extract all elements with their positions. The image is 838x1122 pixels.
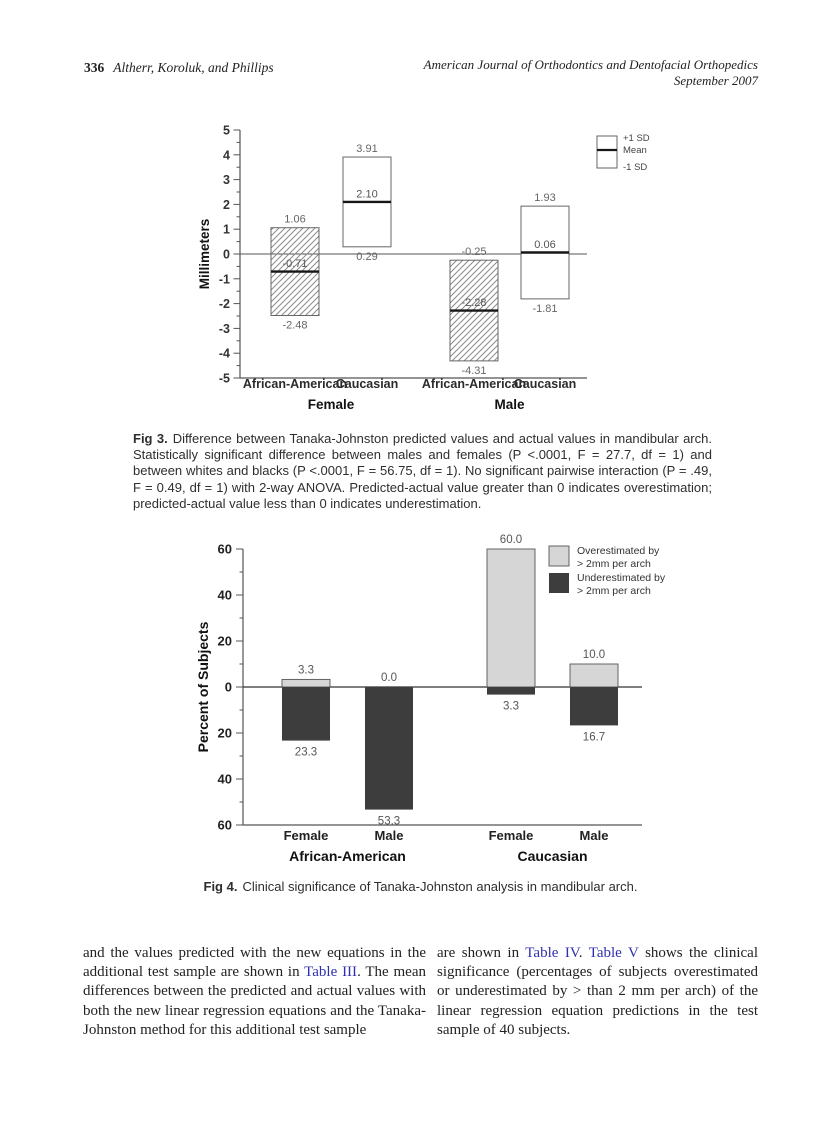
svg-text:53.3: 53.3 (377, 815, 401, 828)
svg-text:40: 40 (217, 587, 232, 603)
fig3-legend (597, 133, 650, 173)
svg-text:4: 4 (223, 148, 230, 163)
svg-text:-0.71: -0.71 (282, 258, 308, 271)
fig3-group-label: Male (494, 397, 525, 412)
fig4-y-axis (218, 542, 243, 833)
fig4-bar-1 (365, 672, 413, 828)
body-right-text: are shown in (437, 945, 526, 961)
running-authors: Altherr, Koroluk, and Phillips (113, 60, 274, 75)
fig4-bar-2 (487, 534, 535, 713)
underestimated-bar (487, 687, 535, 695)
svg-text:0: 0 (223, 247, 230, 262)
fig3-bar-0 (271, 214, 319, 332)
fig3-category-label: Caucasian (335, 377, 399, 391)
svg-text:-5: -5 (218, 371, 230, 386)
fig4-legend (549, 545, 666, 597)
fig4-category-label: Female (283, 828, 329, 843)
svg-text:60: 60 (217, 817, 232, 833)
running-header-right (424, 57, 758, 88)
fig3-bar-1 (343, 143, 391, 263)
svg-text:3: 3 (223, 173, 230, 188)
svg-text:Overestimated by: Overestimated by (577, 545, 660, 557)
text-column-left (83, 944, 426, 1040)
svg-text:> 2mm per arch: > 2mm per arch (577, 585, 651, 597)
svg-text:-2.48: -2.48 (282, 319, 308, 332)
fig4-category-label: Male (374, 828, 404, 843)
svg-text:Underestimated by: Underestimated by (577, 572, 666, 584)
fig3-category-label: African-American (421, 377, 527, 391)
fig4-bar-0 (282, 664, 330, 758)
svg-text:0.06: 0.06 (534, 239, 556, 252)
fig3-category-label: African-American (242, 377, 348, 391)
svg-text:0.29: 0.29 (356, 250, 378, 263)
svg-text:1: 1 (223, 222, 230, 237)
svg-text:23.3: 23.3 (294, 746, 318, 759)
svg-text:10.0: 10.0 (582, 649, 606, 661)
page-number: 336 (84, 60, 105, 75)
svg-text:-4.31: -4.31 (461, 364, 487, 377)
table-iv-link[interactable]: Table IV (525, 945, 579, 961)
overestimated-bar (282, 679, 330, 687)
body-left-text: . The mean differences between the predicted and actual values with both the new linear regression equations and the Tanaka-Johnston method for this additional test sample (83, 964, 426, 1038)
svg-text:1.93: 1.93 (534, 192, 556, 205)
fig4-group-label: Caucasian (517, 848, 588, 864)
fig3-bar-3 (521, 192, 569, 315)
fig3-y-axis (219, 124, 240, 386)
fig3-caption (133, 431, 712, 512)
overestimated-bar (570, 664, 618, 687)
svg-text:-2.28: -2.28 (461, 297, 487, 310)
body-right-text: . (578, 945, 589, 961)
svg-text:0: 0 (224, 679, 232, 695)
fig3-caption-text: Difference between Tanaka-Johnston predicted values and actual values in mandibular arch. Statistically significant difference between males and females (P <.0001, F = 27.7, df = 1) and between whites and blacks (P <.0001, F = 56.75, df = 1). No significant pairwise interaction (P = .49, F = 0.49, df = 1) with 2-way ANOVA. Predicted-actual value greater than 0 indicates overestimation; predicted-actual value less than 0 indicates underestimation. (133, 431, 712, 511)
svg-text:-0.25: -0.25 (461, 246, 487, 259)
svg-text:2.10: 2.10 (356, 188, 378, 201)
table-iii-link[interactable]: Table III (304, 964, 358, 981)
fig3-y-axis-title: Millimeters (197, 218, 212, 290)
svg-text:-4: -4 (218, 346, 230, 361)
body-left-text: and the values predicted with the new equations in the additional test sample are shown in (83, 945, 426, 981)
fig4-bar-3 (570, 649, 618, 743)
svg-text:3.3: 3.3 (503, 700, 519, 713)
svg-text:2: 2 (223, 197, 230, 212)
fig3-chart (195, 120, 710, 420)
svg-text:1.06: 1.06 (284, 213, 306, 226)
fig3-group-label: Female (307, 397, 355, 412)
fig4-y-axis-title: Percent of Subjects (195, 621, 211, 753)
svg-text:3.91: 3.91 (356, 143, 378, 156)
text-column-right (437, 944, 758, 1040)
body-right-text: shows the clinical significance (percentages of subjects overestimated or underestimated by > than 2 mm per arch) of the linear regression equation predictions in the test sample of 40 subjects. (437, 945, 758, 1038)
svg-text:20: 20 (217, 725, 232, 741)
svg-text:-1 SD: -1 SD (623, 162, 648, 173)
table-v-link[interactable]: Table V (588, 945, 639, 961)
fig3-caption-label: Fig 3. (133, 431, 168, 446)
fig4-group-label: African-American (289, 848, 406, 864)
fig4-category-label: Female (488, 828, 534, 843)
fig4-category-label: Male (579, 828, 609, 843)
underestimated-bar (282, 687, 330, 741)
fig3-bar-2 (450, 246, 498, 377)
fig3-category-label: Caucasian (513, 377, 577, 391)
fig4-caption-text: Clinical significance of Tanaka-Johnston analysis in mandibular arch. (242, 879, 638, 894)
svg-text:-3: -3 (218, 321, 230, 336)
underestimated-bar (570, 687, 618, 725)
underestimated-bar (365, 687, 413, 810)
svg-text:-1: -1 (218, 272, 230, 287)
journal-name: American Journal of Orthodontics and Dentofacial Orthopedics (423, 57, 758, 72)
svg-text:3.3: 3.3 (298, 664, 314, 677)
running-header-left (84, 60, 274, 76)
fig4-chart (195, 530, 740, 870)
overestimated-bar (487, 549, 535, 687)
svg-text:-2: -2 (218, 297, 230, 312)
svg-text:40: 40 (217, 771, 232, 787)
body-text (83, 944, 758, 1040)
svg-text:Mean: Mean (623, 145, 647, 156)
svg-text:60.0: 60.0 (499, 534, 523, 546)
fig4-caption-label: Fig 4. (203, 879, 238, 894)
svg-text:> 2mm per arch: > 2mm per arch (577, 558, 651, 570)
svg-text:0.0: 0.0 (381, 672, 397, 684)
svg-text:5: 5 (223, 123, 230, 138)
fig4-caption (83, 879, 758, 895)
svg-text:+1 SD: +1 SD (623, 133, 650, 144)
svg-text:20: 20 (217, 633, 232, 649)
svg-text:-1.81: -1.81 (532, 302, 558, 315)
svg-text:60: 60 (217, 541, 232, 557)
svg-text:16.7: 16.7 (582, 731, 606, 744)
issue-date: September 2007 (673, 72, 758, 88)
